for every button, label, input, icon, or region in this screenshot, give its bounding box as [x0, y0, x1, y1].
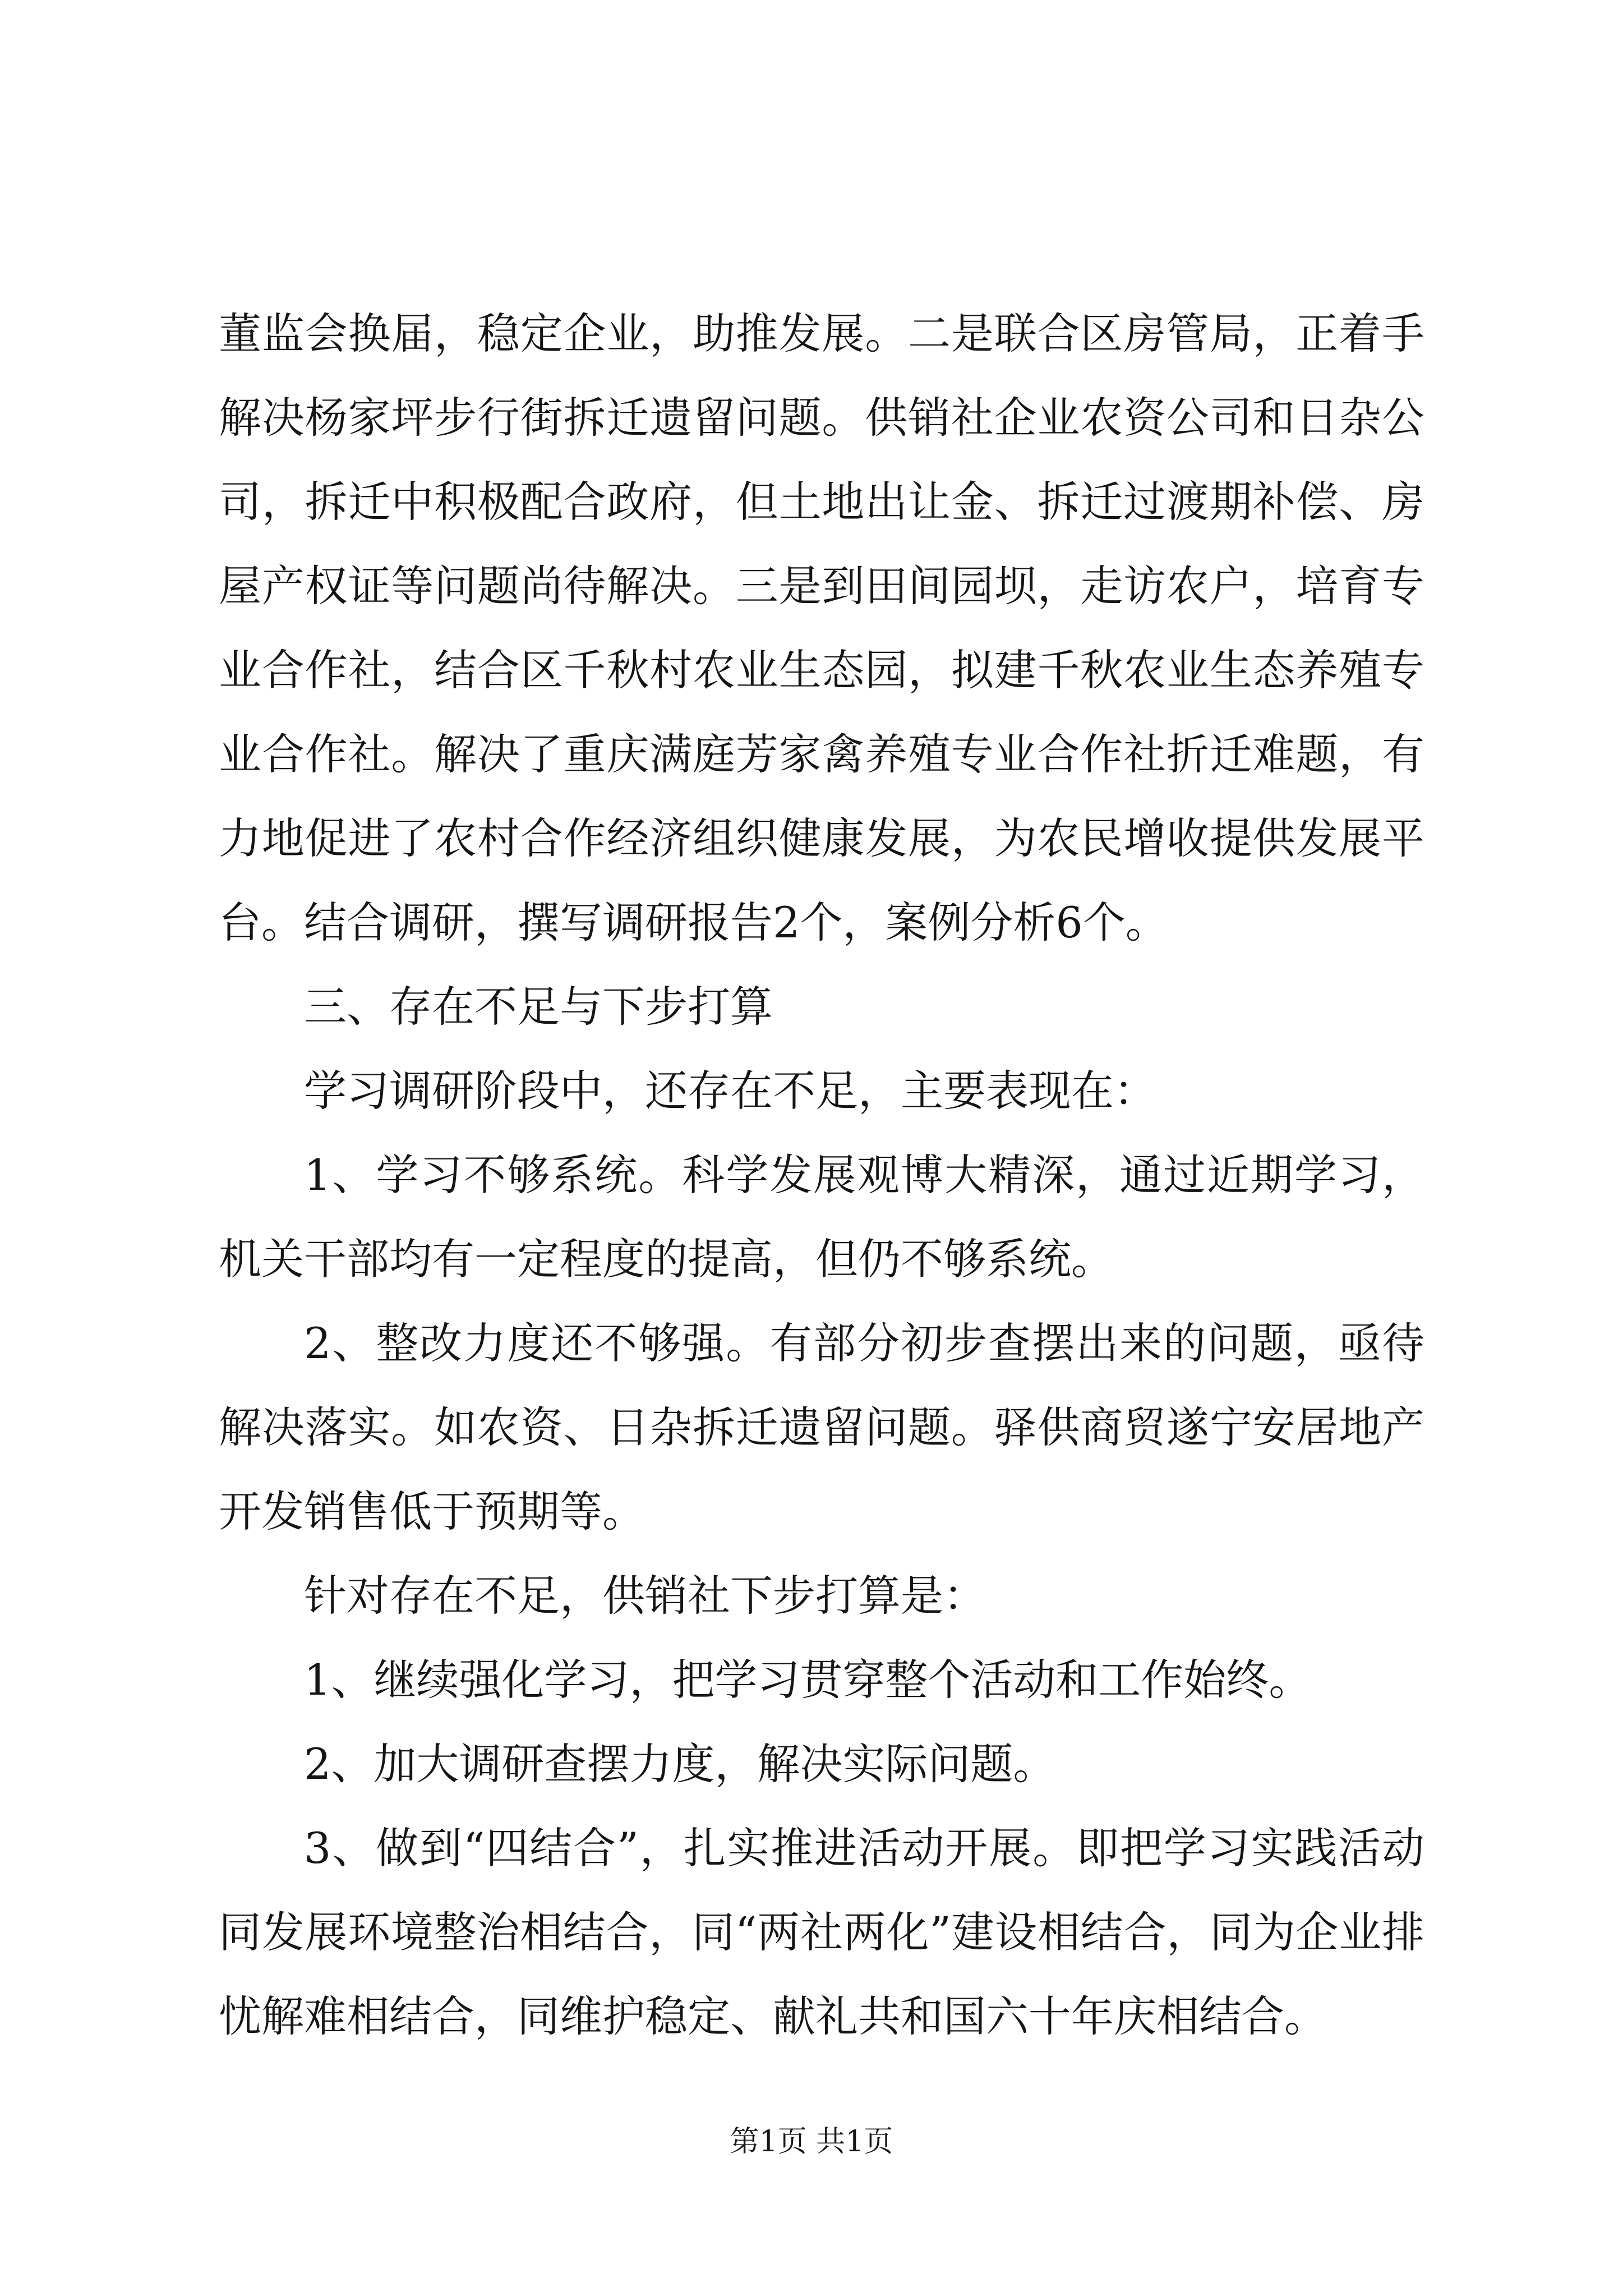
document-body — [219, 292, 1424, 2059]
paragraph-continuation: 董监会换届，稳定企业，助推发展。二是联合区房管局，正着手解决杨家坪步行街拆迁遗留问题。供销社企业农资公司和日杂公司，拆迁中积极配合政府，但土地出让金、拆迁过渡期补偿、房屋产权证等问题尚待解决。三是到田间园坝，走访农户，培育专业合作社，结合区千秋村农业生态园，拟建千秋农业生态养殖专业合作社。解决了重庆满庭芳家禽养殖专业合作社折迁难题，有力地促进了农村合作经济组织健康发展，为农民增收提供发展平台。结合调研，撰写调研报告2个，案例分析6个。 — [219, 309, 1424, 947]
paragraph-issue-1: 1、学习不够系统。科学发展观博大精深，通过近期学习，机关干部均有一定程度的提高，但仍不够系统。 — [219, 1150, 1424, 1284]
paragraph-intro: 学习调研阶段中，还存在不足，主要表现在： — [304, 1066, 1156, 1116]
paragraph-plan-intro: 针对存在不足，供销社下步打算是： — [304, 1571, 986, 1621]
paragraph-plan-1: 1、继续强化学习，把学习贯穿整个活动和工作始终。 — [304, 1655, 1312, 1705]
paragraph-plan-2: 2、加大调研查摆力度，解决实际问题。 — [304, 1739, 1056, 1789]
section-heading: 三、存在不足与下步打算 — [304, 982, 773, 1032]
paragraph-issue-2: 2、整改力度还不够强。有部分初步查摆出来的问题，亟待解决落实。如农资、日杂拆迁遗留问题。驿供商贸遂宁安居地产开发销售低于预期等。 — [219, 1318, 1424, 1536]
page-footer: 第1页 共1页 — [730, 2125, 893, 2159]
paragraph-plan-3: 3、做到“四结合”，扎实推进活动开展。即把学习实践活动同发展环境整治相结合，同“两社两化”建设相结合，同为企业排忧解难相结合，同维护稳定、献礼共和国六十年庆相结合。 — [219, 1823, 1424, 2041]
